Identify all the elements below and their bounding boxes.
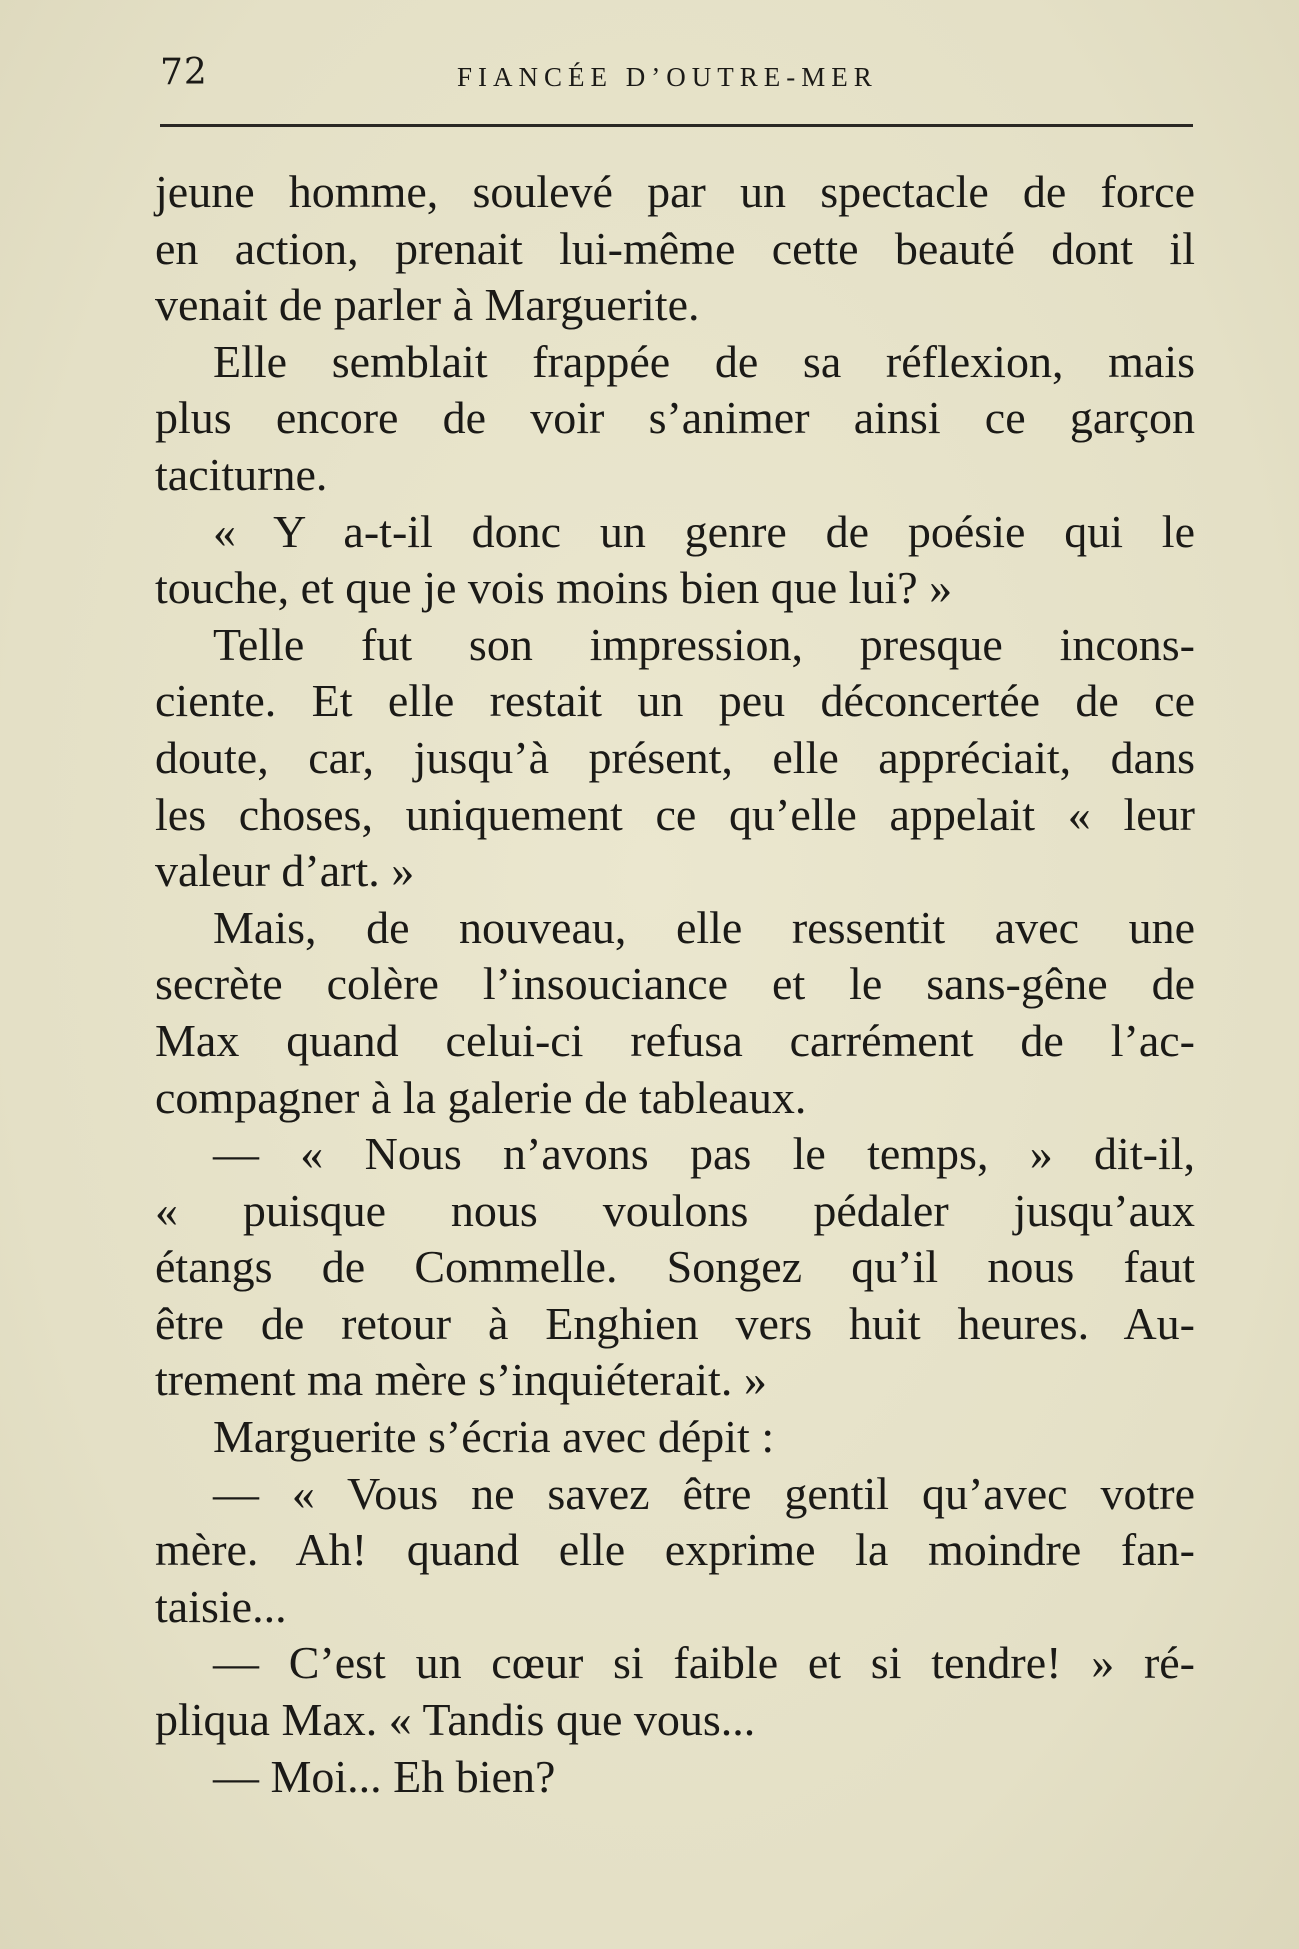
text-line: mère. Ah! quand elle exprime la moindre fan-	[155, 1524, 1195, 1576]
running-head	[160, 52, 1190, 102]
text-line: plus encore de voir s’animer ainsi ce garçon	[155, 392, 1195, 444]
text-line: être de retour à Enghien vers huit heures. Au-	[155, 1297, 1195, 1349]
text-line: « Y a-t-il donc un genre de poésie qui le	[213, 505, 1195, 557]
text-line: « puisque nous voulons pédaler jusqu’aux	[155, 1184, 1195, 1236]
text-line: Max quand celui-ci refusa carrément de l’ac-	[155, 1014, 1195, 1066]
text-line: taisie...	[155, 1580, 287, 1632]
header-rule	[160, 124, 1193, 127]
text-line: — « Nous n’avons pas le temps, » dit-il,	[213, 1128, 1195, 1180]
body-text	[155, 164, 1195, 1805]
text-line: trement ma mère s’inquiéterait. »	[155, 1354, 767, 1406]
text-line: taciturne.	[155, 448, 328, 500]
text-line: — Moi... Eh bien?	[213, 1750, 556, 1802]
text-line: Elle semblait frappée de sa réflexion, mais	[213, 335, 1195, 387]
text-line: étangs de Commelle. Songez qu’il nous faut	[155, 1241, 1195, 1293]
text-line: en action, prenait lui-même cette beauté dont il	[155, 222, 1195, 274]
text-line: Mais, de nouveau, elle ressentit avec une	[213, 901, 1195, 953]
text-line: compagner à la galerie de tableaux.	[155, 1071, 807, 1123]
text-line: Telle fut son impression, presque incons-	[213, 618, 1195, 670]
text-line: Marguerite s’écria avec dépit :	[213, 1411, 775, 1463]
text-line: pliqua Max. « Tandis que vous...	[155, 1694, 756, 1746]
text-line: venait de parler à Marguerite.	[155, 279, 700, 331]
text-line: les choses, uniquement ce qu’elle appelait « leur	[155, 788, 1195, 840]
text-line: — « Vous ne savez être gentil qu’avec votre	[213, 1467, 1195, 1519]
text-line: doute, car, jusqu’à présent, elle appréciait, dans	[155, 731, 1195, 783]
text-line: ciente. Et elle restait un peu déconcertée de ce	[155, 675, 1195, 727]
text-line: — C’est un cœur si faible et si tendre! » ré-	[213, 1637, 1195, 1689]
running-title: FIANCÉE D’OUTRE-MER	[457, 62, 878, 92]
text-line: secrète colère l’insouciance et le sans-gêne de	[155, 958, 1195, 1010]
text-line: touche, et que je vois moins bien que lui? »	[155, 562, 953, 614]
text-line: jeune homme, soulevé par un spectacle de force	[155, 166, 1195, 217]
text-line: valeur d’art. »	[155, 845, 415, 897]
page-number: 72	[160, 52, 208, 93]
